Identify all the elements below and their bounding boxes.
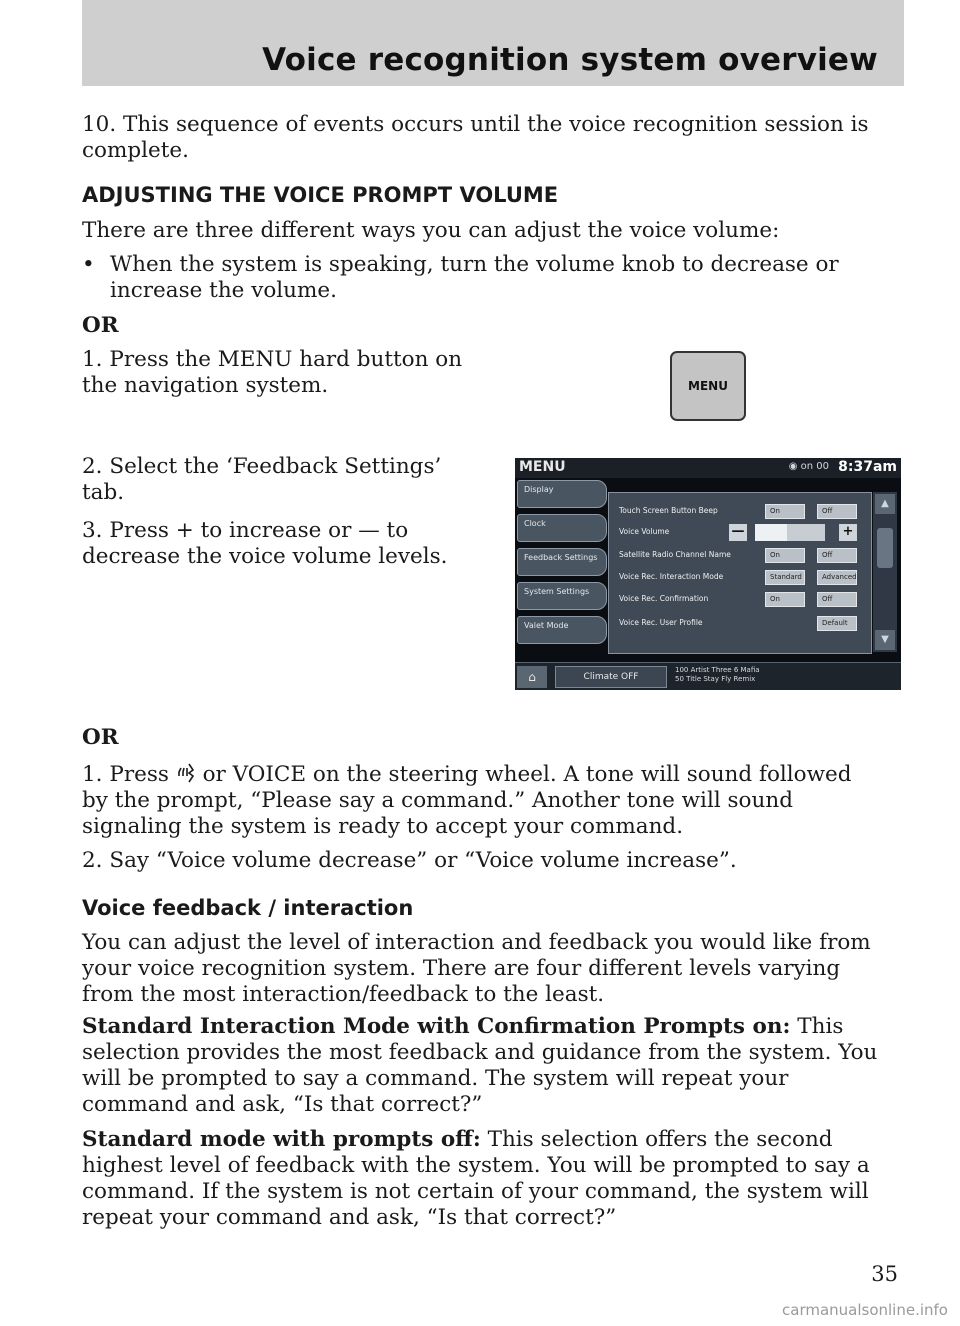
tab-valet-mode[interactable]: Valet Mode [517,616,607,644]
standard-confirmation-text-1: This [790,1014,844,1039]
screen-clock: 8:37am [838,459,897,475]
tab-display[interactable]: Display [517,480,607,508]
heading-voice-feedback: Voice feedback / interaction [82,896,414,920]
settings-row [615,503,867,521]
standard-confirmation-line-4: command and ask, “Is that correct?” [82,1092,483,1117]
bullet-text [110,252,890,304]
settings-row [615,615,867,633]
setting-option-default[interactable]: Default [817,616,857,631]
bullet-line-1: When the system is speaking, turn the volume knob to decrease or [110,252,839,277]
setting-label: Voice Rec. User Profile [619,618,703,627]
setting-option-off[interactable]: Off [817,504,857,519]
press-voice-text-b: or VOICE on the steering wheel. A tone will sound followed [202,762,852,787]
volume-increase-button[interactable]: + [839,524,857,541]
navigation-screen-illustration [515,458,901,690]
step-3-line-2: decrease the voice volume levels. [82,544,448,569]
bullet-line-2: increase the volume. [110,278,337,303]
tab-feedback-settings[interactable]: Feedback Settings [517,548,607,576]
volume-level-bar[interactable] [755,524,825,541]
volume-level-fill [755,524,787,541]
feedback-line-3: from the most interaction/feedback to the least. [82,982,605,1007]
climate-button[interactable]: Climate OFF [555,666,667,688]
standard-confirmation-line-2: selection provides the most feedback and guidance from the system. You [82,1040,878,1065]
press-voice-line-2: by the prompt, “Please say a command.” Another tone will sound [82,788,793,813]
standard-prompts-off-line-3: command. If the system is not certain of your command, the system will [82,1179,869,1204]
step-1-line-1: 1. Press the MENU hard button on [82,347,463,372]
step-say-voice: 2. Say “Voice volume decrease” or “Voice volume increase”. [82,848,737,873]
media-info-line-2: 50 Title Stay Fly Remix [675,675,756,683]
paragraph-standard-confirmation [82,1014,877,1118]
settings-row-voice-volume [615,524,867,542]
heading-adjusting-volume: ADJUSTING THE VOICE PROMPT VOLUME [82,183,559,207]
step-press-voice [82,762,851,840]
setting-option-off[interactable]: Off [817,592,857,607]
standard-prompts-off-text-1: This selection offers the second [480,1127,833,1152]
screen-nav-indicator: ◉ on 00 [788,461,829,472]
settings-row [615,569,867,587]
or-label-2: OR [82,725,119,750]
step-1-menu [82,347,462,399]
standard-confirmation-term: Standard Interaction Mode with Confirmation Prompts on: [82,1014,791,1039]
standard-confirmation-line-3: will be prompted to say a command. The system will repeat your [82,1066,789,1091]
step-2-feedback [82,454,441,506]
or-label-1: OR [82,313,119,338]
setting-option-standard[interactable]: Standard [765,570,805,585]
settings-row [615,591,867,609]
menu-hard-button-illustration: MENU [670,351,746,421]
screen-title: MENU [519,459,566,475]
watermark: carmanualsonline.info [782,1301,948,1319]
standard-prompts-off-line-4: repeat your command and ask, “Is that correct?” [82,1205,617,1230]
setting-label: Voice Rec. Interaction Mode [619,572,724,581]
step-2-line-1: 2. Select the ‘Feedback Settings’ [82,454,442,479]
setting-option-on[interactable]: On [765,504,805,519]
screen-tabs [517,480,609,652]
volume-decrease-button[interactable]: — [729,524,747,541]
scroll-down-icon[interactable]: ▼ [875,630,895,650]
setting-label: Satellite Radio Channel Name [619,550,731,559]
page-title: Voice recognition system overview [262,42,878,78]
setting-option-on[interactable]: On [765,548,805,563]
feedback-line-2: your voice recognition system. There are four different levels varying [82,956,841,981]
screen-bottom-bar [515,662,901,690]
page-number: 35 [871,1262,898,1286]
bullet-dot: • [82,252,95,277]
step-2-line-2: tab. [82,480,125,505]
setting-label: Touch Screen Button Beep [619,506,718,515]
standard-prompts-off-term: Standard mode with prompts off: [82,1127,481,1152]
tab-clock[interactable]: Clock [517,514,607,542]
tab-system-settings[interactable]: System Settings [517,582,607,610]
scroll-up-icon[interactable]: ▲ [875,494,895,514]
feedback-settings-panel [608,492,872,654]
home-icon[interactable]: ⌂ [517,666,547,688]
media-info [675,666,760,684]
paragraph-standard-prompts-off [82,1127,870,1231]
press-voice-line-3: signaling the system is ready to accept your command. [82,814,684,839]
step-3-volume [82,518,448,570]
standard-prompts-off-line-2: highest level of feedback with the system. You will be prompted to say a [82,1153,870,1178]
page-header [82,0,904,86]
media-info-line-1: 100 Artist Three 6 Mafia [675,666,760,674]
paragraph-step-10 [82,112,892,164]
settings-row [615,547,867,565]
setting-label: Voice Volume [619,527,670,536]
voice-button-icon [176,762,196,784]
feedback-line-1: You can adjust the level of interaction and feedback you would like from [82,930,871,955]
paragraph-step-10-text: 10. This sequence of events occurs until the voice recognition session is complete. [82,112,869,163]
scroll-thumb[interactable] [877,528,893,568]
setting-label: Voice Rec. Confirmation [619,594,709,603]
step-3-line-1: 3. Press + to increase or — to [82,518,409,543]
paragraph-feedback-levels [82,930,871,1008]
screen-status-bar [515,458,901,478]
step-1-line-2: the navigation system. [82,373,329,398]
screen-scrollbar[interactable] [873,492,897,652]
setting-option-advanced[interactable]: Advanced [817,570,857,585]
setting-option-off[interactable]: Off [817,548,857,563]
setting-option-on[interactable]: On [765,592,805,607]
paragraph-three-ways: There are three different ways you can adjust the voice volume: [82,218,780,243]
press-voice-text-a: 1. Press [82,762,169,787]
